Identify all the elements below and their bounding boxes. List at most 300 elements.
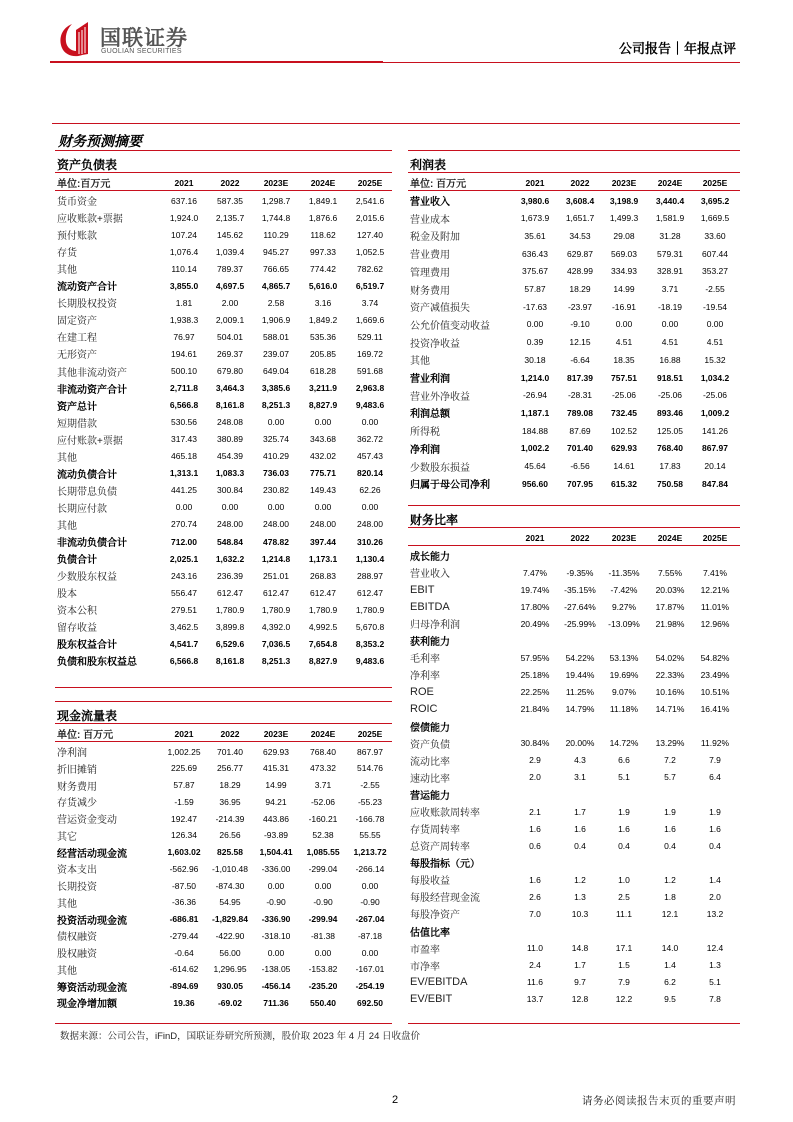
- cell-value: 918.51: [657, 372, 683, 383]
- cell-value: 1.7: [574, 960, 586, 971]
- cell-value: 6,529.6: [215, 638, 245, 649]
- year-header: 2024E: [657, 532, 683, 543]
- cell-value: 243.16: [171, 570, 197, 581]
- cell-value: 1,173.1: [308, 553, 338, 564]
- cell-value: 31.28: [659, 230, 681, 241]
- row-label: 投资净收益: [410, 338, 460, 350]
- year-header: 2025E: [357, 177, 383, 188]
- cell-value: 587.35: [217, 195, 243, 206]
- cell-value: 514.76: [357, 763, 383, 774]
- cell-value: 0.00: [615, 319, 633, 330]
- cell-value: 14.8: [571, 943, 589, 954]
- row-label: 其他: [57, 898, 77, 910]
- cell-value: 141.26: [702, 425, 728, 436]
- table-row: [55, 860, 392, 877]
- year-header: 2025E: [702, 532, 728, 543]
- cell-value: 893.46: [657, 407, 683, 418]
- row-label: 其他: [57, 520, 77, 532]
- cell-value: 328.91: [657, 266, 683, 277]
- cell-value: -81.38: [310, 930, 336, 941]
- cell-value: 548.84: [217, 536, 243, 547]
- cell-value: 1.9: [618, 806, 630, 817]
- cell-value: 270.74: [171, 519, 197, 530]
- row-label: 折旧摊销: [57, 764, 97, 776]
- cell-value: 3,899.8: [215, 621, 245, 632]
- cell-value: -235.20: [308, 981, 338, 991]
- table-row: [55, 743, 392, 760]
- row-label: 流动比率: [410, 756, 450, 768]
- cell-value: 2.5: [618, 891, 630, 902]
- table-group-heading: [408, 854, 740, 871]
- cell-value: -614.62: [169, 964, 199, 975]
- table-row: [55, 760, 392, 777]
- cell-value: 607.44: [702, 248, 728, 259]
- cell-value: 1,313.1: [169, 468, 199, 479]
- row-label: 资产总计: [57, 401, 97, 413]
- cell-value: 16.41%: [700, 704, 730, 715]
- row-label: 速动比率: [410, 773, 450, 785]
- row-label: 其他非流动资产: [57, 367, 127, 379]
- table-header-row: [408, 529, 740, 546]
- row-label: 归母净利润: [410, 620, 460, 632]
- cell-value: 1.6: [664, 823, 676, 834]
- cell-value: 867.97: [357, 746, 383, 757]
- cell-value: 22.25%: [520, 687, 550, 698]
- cell-value: 149.43: [310, 485, 336, 496]
- cell-value: 1,780.9: [261, 604, 291, 615]
- cell-value: 353.27: [702, 266, 728, 277]
- cell-value: -36.36: [171, 897, 197, 908]
- year-header: 2022: [220, 177, 240, 188]
- cell-value: 5,670.8: [355, 621, 385, 632]
- table-row: [55, 226, 392, 243]
- table-row: [408, 666, 740, 683]
- cell-value: -93.89: [263, 830, 289, 841]
- row-label: 市盈率: [410, 944, 440, 956]
- header-divider-thin: [383, 62, 740, 63]
- cell-value: -214.39: [215, 813, 245, 824]
- cell-value: 736.03: [263, 468, 289, 479]
- cell-value: -422.90: [215, 930, 245, 941]
- cell-value: 17.1: [615, 943, 633, 954]
- cell-value: 629.93: [263, 746, 289, 757]
- row-label: 营运资金变动: [57, 815, 117, 826]
- cell-value: 251.01: [263, 570, 289, 581]
- cell-value: 956.60: [522, 478, 548, 489]
- row-label: 总资产周转率: [410, 842, 470, 854]
- table-title: 现金流量表: [57, 709, 118, 723]
- cell-value: 618.28: [310, 366, 336, 376]
- cell-value: 94.21: [265, 796, 287, 807]
- table-row: [55, 328, 392, 345]
- cell-value: 1,002.2: [520, 443, 550, 454]
- cell-value: 1,039.4: [215, 246, 245, 257]
- cell-value: 22.33%: [655, 669, 685, 680]
- cell-value: 34.53: [569, 230, 591, 241]
- cell-value: 2.1: [529, 806, 541, 817]
- cell-value: 29.08: [613, 230, 635, 241]
- cell-value: 169.72: [357, 348, 383, 359]
- table-row: [408, 245, 740, 262]
- cell-value: -25.06: [611, 390, 637, 401]
- cell-value: -254.19: [355, 981, 385, 991]
- cell-value: 0.39: [526, 337, 544, 348]
- year-header: 2022: [220, 728, 240, 739]
- cell-value: 4.51: [615, 337, 633, 348]
- cell-value: -138.05: [261, 964, 291, 975]
- cell-value: 57.87: [524, 284, 546, 294]
- cell-value: -6.56: [570, 461, 590, 471]
- cell-value: 8,353.2: [355, 638, 385, 649]
- cell-value: 20.00%: [565, 738, 595, 749]
- row-label: 市净率: [410, 961, 440, 973]
- cell-value: -17.63: [522, 301, 548, 312]
- cell-value: 14.99: [265, 780, 287, 790]
- cell-value: 7.8: [709, 994, 721, 1005]
- cell-value: 288.97: [357, 570, 383, 581]
- table-row: [55, 533, 392, 550]
- cell-value: -55.23: [357, 796, 383, 807]
- section-title: 财务预测摘要: [58, 133, 142, 149]
- year-header: 2021: [174, 728, 194, 739]
- cell-value: 125.05: [657, 425, 683, 436]
- cell-value: 612.47: [310, 587, 336, 598]
- cell-value: 1.6: [529, 823, 541, 834]
- cell-value: 325.74: [263, 434, 289, 445]
- table-row: [55, 482, 392, 499]
- row-label: 股权融资: [57, 949, 97, 960]
- cell-value: 118.62: [310, 229, 336, 240]
- cell-value: 12.4: [706, 943, 724, 954]
- table-row: [408, 281, 740, 298]
- cell-value: 1.6: [618, 823, 630, 834]
- cell-value: -87.18: [357, 930, 383, 941]
- cell-value: 9,483.6: [355, 400, 385, 411]
- cell-value: 847.84: [702, 478, 728, 489]
- cell-value: 3.16: [314, 297, 332, 308]
- cell-value: 2,711.8: [170, 383, 198, 394]
- cell-value: -23.97: [567, 301, 593, 312]
- table-row: [55, 448, 392, 465]
- table-title: 利润表: [410, 158, 447, 172]
- cell-value: 3,385.6: [261, 383, 291, 394]
- table-top-divider: [408, 505, 740, 506]
- cell-value: 1,034.2: [700, 372, 730, 383]
- cell-value: -336.90: [261, 914, 291, 924]
- cell-value: 1,780.9: [215, 604, 245, 615]
- cell-value: 334.93: [611, 266, 637, 277]
- row-label: 财务费用: [410, 285, 450, 297]
- cell-value: 23.49%: [700, 669, 730, 680]
- cell-value: -686.81: [169, 914, 199, 924]
- table-row: [55, 877, 392, 894]
- cell-value: 1,499.3: [609, 213, 639, 224]
- cell-value: 820.14: [357, 468, 383, 479]
- table-row: [55, 944, 392, 961]
- row-label: 公允价值变动收益: [410, 320, 490, 332]
- cell-value: 248.00: [263, 519, 289, 530]
- cell-value: 2,541.6: [355, 195, 385, 206]
- cell-value: -35.15%: [564, 584, 596, 595]
- cell-value: 1.3: [574, 891, 586, 902]
- table-row: [55, 652, 392, 669]
- cell-value: 612.47: [357, 587, 383, 598]
- cell-value: 13.2: [706, 908, 724, 919]
- table-row: [408, 735, 740, 752]
- cell-value: 3,462.5: [169, 621, 199, 632]
- cell-value: 1,581.9: [655, 213, 685, 224]
- table-bottom-divider: [55, 1023, 392, 1024]
- cell-value: 711.36: [263, 997, 289, 1008]
- table-top-divider: [55, 150, 392, 151]
- cell-value: 8,827.9: [308, 400, 338, 411]
- cell-value: -2.55: [705, 284, 725, 294]
- cell-value: -25.06: [702, 390, 728, 401]
- cell-value: 1,002.25: [167, 746, 201, 757]
- cell-value: 1.4: [709, 874, 721, 885]
- cell-value: 615.32: [611, 478, 637, 489]
- cell-value: 1,924.0: [169, 212, 199, 223]
- table-header-divider: [408, 545, 740, 546]
- table-row: [408, 227, 740, 244]
- cell-value: 11.92%: [700, 738, 730, 749]
- cell-value: -299.04: [308, 863, 338, 874]
- row-label: 留存收益: [57, 623, 97, 635]
- cell-value: 25.18%: [520, 669, 550, 680]
- table-header-divider: [408, 190, 740, 191]
- cell-value: 9.5: [664, 994, 676, 1005]
- cell-value: 0.00: [267, 947, 285, 958]
- row-label: 其他: [57, 965, 77, 977]
- table-row: [408, 940, 740, 957]
- row-label: 估值比率: [410, 927, 450, 939]
- cell-value: 20.03%: [655, 584, 685, 595]
- table-row: [55, 894, 392, 911]
- cell-value: 2,015.6: [355, 212, 385, 223]
- cell-value: -874.30: [215, 880, 245, 891]
- table-header-row: [408, 174, 740, 191]
- cell-value: 2.0: [709, 891, 721, 902]
- cell-value: 636.43: [522, 248, 548, 259]
- cell-value: 1,938.3: [169, 314, 199, 325]
- cell-value: 54.22%: [565, 652, 595, 663]
- cell-value: 8,161.8: [215, 400, 245, 411]
- cell-value: 7,036.5: [261, 638, 291, 649]
- table-row: [408, 871, 740, 888]
- cell-value: 1,130.4: [355, 553, 385, 564]
- cell-value: 1,052.5: [355, 246, 385, 257]
- table-row: [55, 994, 392, 1011]
- cell-value: 867.97: [702, 443, 728, 454]
- cell-value: 2.0: [529, 772, 541, 783]
- table-row: [408, 649, 740, 666]
- cell-value: 20.49%: [520, 618, 550, 629]
- cell-value: 13.7: [526, 994, 544, 1005]
- cell-value: 30.84%: [520, 738, 550, 749]
- row-label: 股本: [57, 589, 77, 601]
- table-row: [55, 243, 392, 260]
- cell-value: -9.35%: [566, 567, 594, 578]
- page-number: 2: [392, 1094, 399, 1106]
- cell-value: 0.00: [267, 417, 285, 428]
- table-title-divider: [55, 723, 392, 724]
- year-header: 2024E: [310, 177, 336, 188]
- cell-value: -0.64: [174, 947, 194, 958]
- table-row: [408, 991, 740, 1008]
- cell-value: 19.74%: [520, 584, 550, 595]
- table-group-heading: [408, 923, 740, 940]
- cell-value: 569.03: [611, 248, 637, 259]
- cell-value: 1,849.1: [308, 195, 338, 206]
- header-divider: [50, 61, 383, 63]
- cell-value: 9.7: [574, 977, 586, 988]
- cell-value: 7.47%: [522, 567, 548, 578]
- cell-value: 110.14: [171, 263, 197, 274]
- cell-value: 1,504.41: [259, 847, 293, 857]
- cell-value: 54.82%: [700, 652, 730, 663]
- row-label: 营业收入: [410, 197, 450, 208]
- row-label: 营业收入: [410, 569, 450, 581]
- cell-value: 1,673.9: [520, 213, 550, 224]
- table-row: [408, 192, 740, 209]
- cell-value: 362.72: [357, 434, 383, 445]
- cell-value: 1.6: [709, 823, 721, 834]
- row-label: ROE: [410, 686, 434, 699]
- section-divider: [52, 123, 740, 124]
- cell-value: 248.08: [217, 417, 243, 428]
- year-header: 2025E: [357, 728, 383, 739]
- year-header: 2025E: [702, 177, 728, 188]
- table-header-divider: [55, 741, 392, 742]
- cell-value: 0.00: [314, 502, 332, 513]
- year-header: 2023E: [263, 177, 289, 188]
- table-row: [55, 911, 392, 928]
- table-row: [55, 777, 392, 794]
- cell-value: 4,697.5: [215, 280, 245, 291]
- cell-value: -336.00: [261, 863, 291, 874]
- cell-value: 2.58: [267, 297, 285, 308]
- cell-value: 428.99: [567, 266, 593, 277]
- cell-value: 7.9: [618, 977, 630, 988]
- row-label: 长期投资: [57, 882, 97, 893]
- cell-value: 1,849.2: [308, 314, 338, 325]
- table-title: 资产负债表: [57, 158, 118, 172]
- cell-value: 637.16: [171, 195, 197, 206]
- row-label: 其他: [57, 265, 77, 277]
- row-label: 股东权益合计: [57, 640, 117, 652]
- cell-value: -1,829.84: [212, 914, 248, 924]
- cell-value: -1,010.48: [212, 863, 248, 874]
- row-label: 应付账款+票据: [57, 435, 123, 447]
- cell-value: 1,669.5: [700, 213, 730, 224]
- row-label: 现金净增加额: [57, 999, 117, 1011]
- cell-value: -456.14: [261, 981, 291, 991]
- table-group-heading: [408, 786, 740, 803]
- cell-value: 53.13%: [609, 652, 639, 663]
- cell-value: 473.32: [310, 763, 336, 774]
- cell-value: 8,251.3: [261, 655, 291, 666]
- table-row: [408, 615, 740, 632]
- cell-value: 14.72%: [609, 738, 639, 749]
- cell-value: 12.96%: [700, 618, 730, 629]
- cell-value: 15.32: [704, 354, 726, 365]
- cell-value: 0.4: [709, 840, 721, 851]
- cell-value: 13.29%: [655, 738, 685, 749]
- table-row: [408, 369, 740, 386]
- row-label: 获利能力: [410, 637, 450, 649]
- cell-value: 1.0: [618, 874, 630, 885]
- table-row: [408, 458, 740, 475]
- cell-value: -87.50: [171, 880, 197, 891]
- cell-value: 397.44: [310, 536, 336, 547]
- cell-value: 1.2: [664, 874, 676, 885]
- cell-value: 8,827.9: [308, 655, 338, 666]
- cell-value: 679.80: [217, 366, 243, 376]
- cell-value: 18.29: [569, 284, 591, 294]
- cell-value: -2.55: [360, 780, 380, 790]
- row-label: 无形资产: [57, 350, 97, 362]
- table-header-row: [55, 725, 392, 742]
- cell-value: 768.40: [310, 746, 336, 757]
- cell-value: -11.35%: [608, 567, 640, 578]
- cell-value: 766.65: [263, 263, 289, 274]
- cell-value: 768.40: [657, 443, 683, 454]
- cell-value: 1.9: [664, 806, 676, 817]
- table-row: [408, 422, 740, 439]
- cell-value: 1.2: [574, 874, 586, 885]
- cell-value: 3,695.2: [700, 195, 730, 206]
- cell-value: -26.94: [522, 390, 548, 401]
- cell-value: 7.55%: [657, 567, 683, 578]
- table-row: [55, 311, 392, 328]
- cell-value: 7.41%: [702, 567, 728, 578]
- row-label: 长期股权投资: [57, 299, 117, 311]
- cell-value: 1,213.72: [353, 847, 387, 857]
- cell-value: 5.1: [618, 772, 630, 783]
- row-label: 净利润: [57, 748, 87, 759]
- cell-value: 0.6: [529, 840, 541, 851]
- row-label: 货币资金: [57, 197, 97, 208]
- table-row: [55, 431, 392, 448]
- row-label: EV/EBIT: [410, 993, 453, 1006]
- cell-value: 629.87: [567, 248, 593, 259]
- row-label: 少数股东权益: [57, 572, 117, 584]
- cell-value: 6.6: [618, 755, 630, 766]
- cell-value: 54.02%: [655, 652, 685, 663]
- cell-value: 550.40: [310, 997, 336, 1008]
- unit-label: 单位:百万元: [57, 179, 111, 190]
- row-label: 存货减少: [57, 798, 97, 810]
- table-row: [408, 351, 740, 368]
- cell-value: -6.64: [570, 354, 590, 365]
- table-row: [408, 263, 740, 280]
- cell-value: 54.95: [219, 897, 241, 908]
- cell-value: 2,025.1: [169, 553, 199, 564]
- cell-value: 441.25: [171, 485, 197, 496]
- cell-value: 1,083.3: [215, 468, 245, 479]
- report-type: 公司报告｜年报点评: [618, 41, 736, 56]
- cell-value: 12.2: [615, 994, 633, 1005]
- cell-value: 6,566.8: [169, 655, 199, 666]
- cell-value: 0.4: [574, 840, 586, 851]
- cell-value: 774.42: [310, 263, 336, 274]
- table-row: [55, 584, 392, 601]
- table-row: [55, 618, 392, 635]
- table-row: [408, 316, 740, 333]
- cell-value: 579.31: [657, 248, 683, 259]
- row-label: 非流动资产合计: [57, 384, 127, 396]
- row-label: ROIC: [410, 703, 438, 716]
